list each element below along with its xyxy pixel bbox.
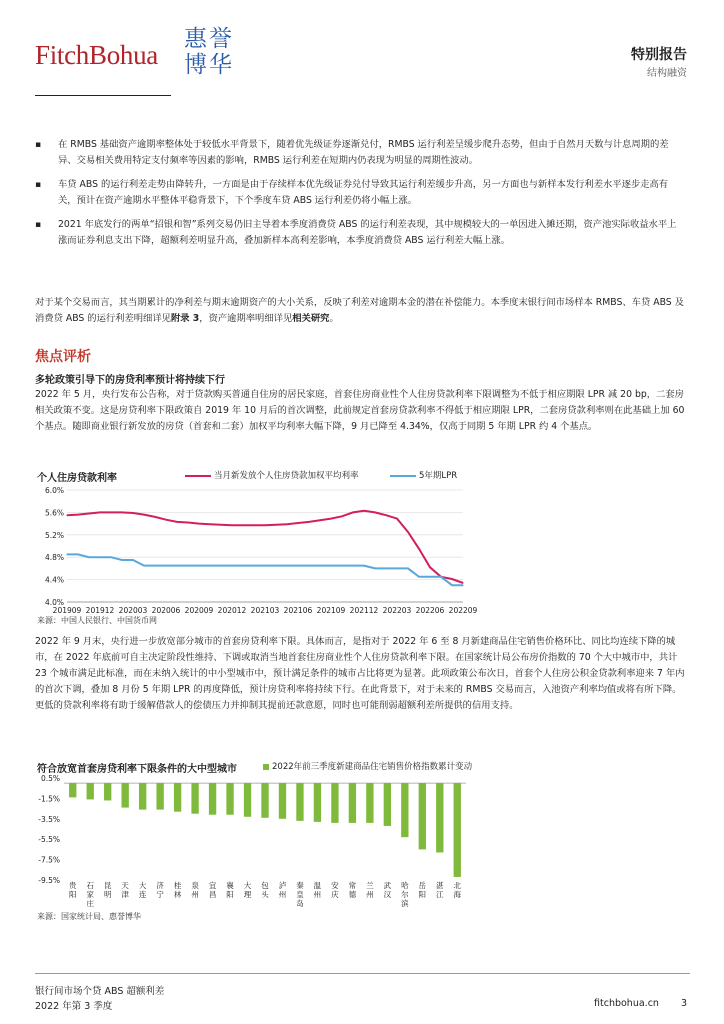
data-point	[319, 565, 320, 566]
policy-paragraph: 2022 年 5 月，央行发布公告称，对于贷款购买普通自住房的居民家庭，首套住房商业性个人住房贷款利率下限调整为不低于相应期限 LPR 减 20 bp，二套房相关政策不变。这是房贷利率下限政策自 2019 年 10 月后的首次调整，此前规定首套房贷款利率不得低于相应期限 LPR，二套房贷款利率则在此基础上加 60 个基点。随即商业银行新发放的房贷（首套和二套）加权平均利率大幅下降，9 月已降至 4.34%，仅高于同期 5 年期 LPR 约 4 个基点。	[35, 389, 685, 432]
data-point	[66, 554, 67, 555]
bar	[87, 783, 94, 799]
x-tick-label: 202209	[448, 606, 478, 615]
data-point	[121, 559, 122, 560]
data-point	[451, 585, 452, 586]
bullet-text: 2021 年底发行的两单“招银和智”系列交易仍旧主导着本季度消费贷 ABS 的运行利差表现，其中规模较大的一单因进入摊还期，资产池实际收益水平上涨而证券利息支出下降，超额利差明显升高，叠加新样本高利差影响，本季度消费贷 ABS 运行利差大幅上涨。	[58, 219, 677, 246]
bar	[436, 783, 443, 852]
y-tick-label: 5.6%	[44, 508, 64, 518]
data-point	[341, 516, 342, 517]
footer-site[interactable]: fitchbohua.cn	[594, 998, 659, 1009]
y-tick-label: -5.5%	[38, 835, 60, 845]
data-point	[242, 565, 243, 566]
x-tick-label: 岳阳	[418, 881, 427, 899]
data-point	[121, 512, 122, 513]
logo-chinese-seal: 惠誉博华	[184, 26, 234, 78]
data-point	[132, 512, 133, 513]
x-tick-label: 贵阳	[68, 881, 77, 899]
data-point	[418, 548, 419, 549]
appendix-link[interactable]: 附录 3	[170, 313, 200, 324]
data-point	[286, 565, 287, 566]
y-tick-label: 6.0%	[44, 486, 64, 495]
data-point	[286, 524, 287, 525]
x-tick-label: 济宁	[156, 881, 164, 899]
bar	[226, 783, 233, 815]
data-point	[462, 582, 463, 583]
x-tick-label: 武汉	[383, 881, 392, 899]
bar	[366, 783, 373, 823]
data-point	[176, 521, 177, 522]
bar	[401, 783, 408, 837]
bar	[261, 783, 268, 818]
data-point	[264, 525, 265, 526]
x-tick-label: 泸州	[278, 881, 287, 899]
data-point	[363, 510, 364, 511]
x-tick-label: 常德	[348, 881, 357, 899]
y-tick-label: 4.8%	[44, 553, 64, 563]
data-point	[275, 565, 276, 566]
x-tick-label: 201912	[85, 606, 115, 615]
mortgage-rate-line	[67, 511, 463, 583]
data-point	[132, 559, 133, 560]
section-title: 焦点评析	[35, 349, 91, 365]
x-tick-label: 202006	[151, 606, 181, 615]
page-number: 3	[680, 998, 687, 1009]
policy-impact-paragraph: 2022 年 9 月末，央行进一步放宽部分城市的首套房贷利率下限。具体而言，是指对于 2022 年 6 至 8 月新建商品住宅销售价格环比、同比均连续下降的城市，在 2022 年底前可自主决定阶段性维持、下调或取消当地首套住房商业性个人住房贷款利率下限。在国家统计局公布房价指数的 70 个大中城市中，共计 23 个城市满足此标准，而在未纳入统计的中小型城市中，预计满足条件的城市占比将更为显著。此项政策公布次日，首套个人住房公积金贷款利率迎来 7 年内的首次下调，叠加 8 月份 5 年期 LPR 的再度降低，预计房贷利率将持续下行。在此背景下，对于未来的 RMBS 交易而言，入池资产利率均值或将有所下降。更低的贷款利率将有助于缓解借款人的偿债压力并抑制其提前还款意愿，同时也可能削弱超额利差所提供的信用支持。	[35, 636, 685, 711]
lpr-line	[67, 554, 463, 585]
data-point	[231, 525, 232, 526]
data-point	[396, 518, 397, 519]
data-point	[352, 565, 353, 566]
data-point	[99, 512, 100, 513]
data-point	[396, 568, 397, 569]
data-point	[363, 565, 364, 566]
data-point	[374, 512, 375, 513]
data-point	[88, 557, 89, 558]
data-point	[176, 565, 177, 566]
subsection-title: 多轮政策引导下的房贷利率预计将持续下行	[35, 375, 225, 386]
x-tick-label: 202103	[250, 606, 280, 615]
data-point	[451, 578, 452, 579]
data-point	[165, 565, 166, 566]
x-tick-label: 大连	[138, 881, 147, 899]
data-point	[341, 565, 342, 566]
para-text: 。	[329, 313, 339, 324]
bar	[349, 783, 356, 823]
report-type-title: 特别报告	[631, 47, 687, 63]
data-point	[110, 557, 111, 558]
x-tick-label: 包头	[261, 881, 269, 899]
bullet-mark: ▪	[35, 140, 42, 150]
x-tick-label: 哈尔滨	[401, 881, 409, 908]
bullet-item	[35, 137, 685, 169]
data-point	[220, 524, 221, 525]
x-tick-label: 昆明	[103, 881, 112, 899]
data-point	[253, 565, 254, 566]
bar	[296, 783, 303, 821]
related-research-link[interactable]: 相关研究	[292, 313, 330, 324]
y-tick-label: 4.4%	[44, 575, 64, 585]
bar	[122, 783, 129, 807]
legend-swatch-mortgage-rate	[185, 475, 211, 477]
data-point	[253, 525, 254, 526]
data-point	[429, 576, 430, 577]
bullet-mark: ▪	[35, 180, 42, 190]
x-tick-label: 202012	[217, 606, 247, 615]
legend-label-lpr: 5年期LPR	[419, 471, 458, 481]
line-chart	[30, 482, 490, 617]
bar	[384, 783, 391, 826]
x-tick-label: 202112	[349, 606, 379, 615]
x-tick-label: 兰州	[366, 881, 374, 899]
data-point	[187, 522, 188, 523]
data-point	[77, 514, 78, 515]
x-tick-label: 石家庄	[86, 881, 94, 908]
logo-english: FitchBohua	[35, 40, 158, 70]
y-tick-label: 4.0%	[44, 598, 64, 607]
y-tick-label: -9.5%	[38, 876, 60, 885]
footer-doc-title: 银行间市场个贷 ABS 超额利差	[35, 986, 165, 997]
data-point	[143, 514, 144, 515]
bar	[314, 783, 321, 822]
bullet-text: 车贷 ABS 的运行利差走势由降转升，一方面是由于存续样本优先级证券兑付导致其运行利差缓步升高，另一方面也与新样本发行利差水平逐步走高有关，预计在资产逾期水平整体平稳背景下，下个季度车贷 ABS 运行利差仍将小幅上涨。	[58, 179, 669, 206]
data-point	[308, 521, 309, 522]
data-point	[143, 565, 144, 566]
footer-period: 2022 年第 3 季度	[35, 1001, 113, 1012]
bar	[191, 783, 198, 814]
data-point	[297, 522, 298, 523]
legend-swatch-lpr	[390, 475, 416, 477]
y-tick-label: 0.5%	[40, 774, 60, 783]
bar	[419, 783, 426, 849]
x-tick-label: 桂林	[173, 881, 182, 899]
footer-site-page	[594, 998, 687, 1009]
y-tick-label: 5.2%	[44, 530, 64, 540]
report-category: 结构融资	[647, 68, 687, 79]
bar	[104, 783, 111, 800]
spread-summary-paragraph	[35, 295, 685, 327]
x-tick-label: 大理	[243, 881, 252, 899]
data-point	[407, 568, 408, 569]
data-point	[99, 557, 100, 558]
x-tick-label: 202106	[283, 606, 313, 615]
bar	[244, 783, 251, 817]
data-point	[154, 565, 155, 566]
header-rule	[35, 95, 171, 96]
x-tick-label: 202109	[316, 606, 346, 615]
data-point	[220, 565, 221, 566]
data-point	[209, 524, 210, 525]
data-point	[462, 585, 463, 586]
bullet-list	[35, 137, 685, 257]
x-tick-label: 201909	[52, 606, 82, 615]
data-point	[88, 513, 89, 514]
bar	[331, 783, 338, 823]
data-point	[242, 525, 243, 526]
bar	[69, 783, 76, 797]
bar	[454, 783, 461, 877]
data-point	[198, 565, 199, 566]
data-point	[209, 565, 210, 566]
data-point	[330, 518, 331, 519]
data-point	[264, 565, 265, 566]
data-point	[110, 512, 111, 513]
data-point	[77, 554, 78, 555]
x-tick-label: 湛江	[436, 881, 444, 899]
data-point	[319, 520, 320, 521]
y-tick-label: -7.5%	[38, 855, 60, 865]
data-point	[385, 515, 386, 516]
line-chart-title: 个人住房贷款利率	[37, 473, 117, 484]
data-point	[66, 515, 67, 516]
legend-label-price-index: 2022年前三季度新建商品住宅销售价格指数累计变动	[272, 762, 473, 772]
data-point	[297, 565, 298, 566]
data-point	[330, 565, 331, 566]
x-tick-label: 秦皇岛	[296, 881, 304, 908]
x-tick-label: 202009	[184, 606, 214, 615]
data-point	[308, 565, 309, 566]
bar	[174, 783, 181, 812]
data-point	[407, 531, 408, 532]
data-point	[385, 568, 386, 569]
x-tick-label: 202203	[382, 606, 412, 615]
bar	[156, 783, 163, 810]
x-tick-label: 温州	[313, 881, 322, 899]
x-tick-label: 襄阳	[226, 881, 234, 899]
bar	[139, 783, 146, 810]
bar-chart-title: 符合放宽首套房贷利率下限条件的大中型城市	[37, 764, 237, 775]
bar-chart	[30, 770, 480, 910]
data-point	[165, 519, 166, 520]
x-tick-label: 泉州	[191, 881, 199, 899]
bullet-item	[35, 177, 685, 209]
data-point	[352, 512, 353, 513]
data-point	[231, 565, 232, 566]
bar-chart-source: 来源：国家统计局、惠誉博华	[37, 912, 141, 921]
y-tick-label: -3.5%	[38, 814, 60, 824]
bullet-text: 在 RMBS 基础资产逾期率整体处于较低水平背景下，随着优先级证券逐渐兑付，RMBS 运行利差呈缓步爬升态势，但由于自然月天数与计息周期的差异、交易相关费用特定支付频率等因素的影响，RMBS 运行利差在短期内仍表现为明显的周期性波动。	[58, 139, 669, 166]
para-text: 对于某个交易而言，其当期累计的净利差与期末逾期资产的大小关系，反映了利差对逾期本金的潜在补偿能力。本季度末银行间市场样本 RMBS、车贷 ABS 及消费贷 ABS 的运行利差明细详见	[35, 297, 684, 324]
x-tick-label: 202003	[118, 606, 148, 615]
x-tick-label: 北海	[453, 881, 462, 899]
legend-label-mortgage-rate: 当月新发放个人住房贷款加权平均利率	[214, 471, 359, 481]
footer-rule	[35, 973, 690, 974]
data-point	[374, 568, 375, 569]
x-tick-label: 202206	[415, 606, 445, 615]
data-point	[187, 565, 188, 566]
data-point	[154, 516, 155, 517]
para-text: ，资产逾期率明细详见	[199, 313, 293, 324]
bar	[279, 783, 286, 819]
x-tick-label: 宜昌	[208, 881, 217, 899]
bullet-item	[35, 217, 685, 249]
bar	[209, 783, 216, 815]
data-point	[418, 576, 419, 577]
data-point	[275, 524, 276, 525]
data-point	[429, 567, 430, 568]
x-tick-label: 安庆	[331, 881, 339, 899]
x-tick-label: 天津	[121, 881, 129, 899]
data-point	[198, 523, 199, 524]
bullet-mark: ▪	[35, 220, 42, 230]
data-point	[440, 576, 441, 577]
line-chart-source: 来源：中国人民银行、中国货币网	[37, 616, 157, 625]
y-tick-label: -1.5%	[38, 794, 60, 804]
